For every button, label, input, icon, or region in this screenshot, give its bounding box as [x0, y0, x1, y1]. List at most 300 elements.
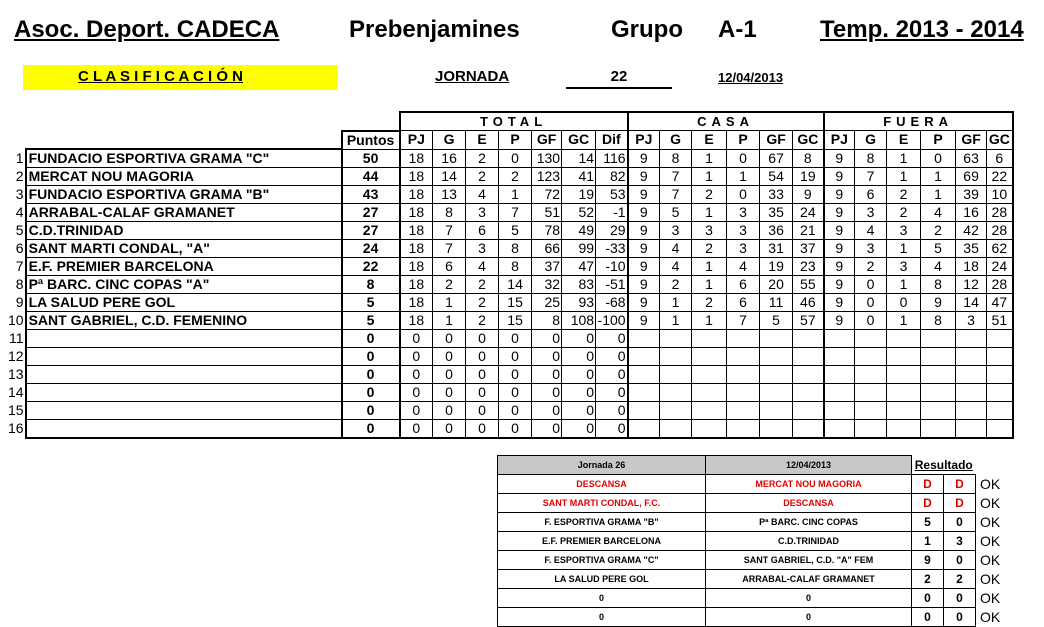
fixture-home: SANT MARTI CONDAL, F.C. — [498, 494, 706, 513]
total-cell: 82 — [596, 168, 628, 186]
fuera-cell: 35 — [956, 240, 987, 258]
total-cell: 2 — [466, 149, 499, 168]
total-cell: 1 — [499, 186, 532, 204]
total-cell: 52 — [562, 204, 596, 222]
points-cell: 44 — [342, 168, 400, 186]
casa-cell — [793, 402, 824, 420]
points-cell: 27 — [342, 204, 400, 222]
total-cell: 18 — [400, 276, 433, 294]
fuera-cell — [855, 330, 887, 348]
section-total: TOTAL — [400, 112, 628, 131]
casa-cell — [760, 348, 793, 366]
casa-cell: 8 — [793, 149, 824, 168]
total-cell: -100 — [597, 312, 626, 328]
fixture-away: C.D.TRINIDAD — [706, 532, 912, 551]
fuera-cell: 9 — [824, 149, 855, 168]
fuera-cell: 9 — [824, 276, 855, 294]
fuera-cell: 0 — [855, 312, 887, 330]
casa-cell — [793, 348, 824, 366]
fuera-cell: 47 — [987, 294, 1013, 312]
fuera-cell — [921, 366, 956, 384]
total-cell: 15 — [499, 294, 532, 312]
points-cell: 0 — [342, 384, 400, 402]
casa-cell: 1 — [660, 312, 692, 330]
section-header-row — [8, 112, 1013, 131]
fixture-away-score: 0 — [944, 513, 976, 532]
total-cell: 0 — [400, 384, 433, 402]
casa-cell: 1 — [692, 276, 727, 294]
casa-cell: 9 — [628, 312, 660, 330]
total-cell: 0 — [499, 384, 532, 402]
total-cell: 7 — [433, 222, 466, 240]
team-name-cell: LA SALUD PERE GOL — [26, 294, 342, 312]
total-cell: 18 — [400, 258, 433, 276]
total-cell: 2 — [433, 276, 466, 294]
fixture-home: 0 — [498, 589, 706, 608]
total-cell: 41 — [562, 168, 596, 186]
fuera-cell — [987, 348, 1013, 366]
casa-cell: 9 — [628, 222, 660, 240]
total-cell: 3 — [466, 240, 499, 258]
position-cell: 1 — [15, 149, 24, 166]
fixture-away-score: 3 — [944, 532, 976, 551]
casa-cell — [760, 420, 793, 439]
table-row — [8, 294, 1013, 312]
casa-cell: 9 — [628, 186, 660, 204]
fuera-cell — [824, 402, 855, 420]
casa-cell: 33 — [760, 186, 793, 204]
total-cell: 1 — [433, 294, 466, 312]
fixture-row — [498, 570, 1036, 589]
position-cell: 12 — [8, 348, 24, 364]
total-cell: 8 — [532, 312, 562, 330]
fuera-cell: 39 — [956, 186, 987, 204]
section-casa: CASA — [628, 112, 824, 131]
total-cell: 0 — [466, 366, 499, 384]
total-cell: 0 — [466, 330, 499, 348]
fixtures-jornada: Jornada 26 — [498, 456, 706, 475]
fixture-home-score: 9 — [912, 551, 944, 570]
casa-cell: 54 — [760, 168, 793, 186]
casa-cell — [628, 330, 660, 348]
total-cell: 0 — [433, 330, 466, 348]
col-fuera-gc: GC — [987, 131, 1013, 150]
casa-cell — [760, 402, 793, 420]
classification-banner — [23, 65, 338, 90]
fuera-cell — [855, 420, 887, 439]
total-cell: 0 — [499, 149, 532, 168]
position-cell: 13 — [8, 366, 24, 382]
casa-cell: 21 — [793, 222, 824, 240]
total-cell: 7 — [433, 240, 466, 258]
fuera-cell: 8 — [921, 276, 956, 294]
fixture-home-score: D — [912, 475, 944, 494]
col-total-gf: GF — [532, 131, 562, 150]
casa-cell: 23 — [793, 258, 824, 276]
casa-cell — [660, 330, 692, 348]
casa-cell — [660, 384, 692, 402]
fixture-away: SANT GABRIEL, C.D. "A" FEM — [706, 551, 912, 570]
table-row — [8, 366, 1013, 384]
fuera-cell — [987, 330, 1013, 348]
total-cell: 0 — [433, 384, 466, 402]
casa-cell: 2 — [692, 186, 727, 204]
fuera-cell — [824, 348, 855, 366]
fuera-cell — [887, 402, 921, 420]
casa-cell: 1 — [692, 168, 727, 186]
points-cell: 24 — [342, 240, 400, 258]
fixture-home: DESCANSA — [498, 475, 706, 494]
season-title: Temp. 2013 - 2014 — [820, 16, 1024, 43]
total-cell: 2 — [499, 168, 532, 186]
fuera-cell — [824, 420, 855, 439]
total-cell: 18 — [400, 294, 433, 312]
fuera-cell: 9 — [921, 294, 956, 312]
fuera-cell: 69 — [956, 168, 987, 186]
col-casa-g: G — [660, 131, 692, 150]
fuera-cell: 4 — [921, 258, 956, 276]
fixture-status: OK — [980, 590, 1001, 606]
casa-cell: 5 — [660, 204, 692, 222]
total-cell: 0 — [532, 366, 562, 384]
fuera-cell: 9 — [824, 258, 855, 276]
fuera-cell — [855, 384, 887, 402]
total-cell: 2 — [466, 168, 499, 186]
fuera-cell — [956, 420, 987, 439]
total-cell: 108 — [562, 312, 596, 330]
fixture-away: DESCANSA — [706, 494, 912, 513]
total-cell: 0 — [596, 348, 628, 366]
table-row — [8, 348, 1013, 366]
total-cell: 18 — [400, 240, 433, 258]
total-cell: 1 — [433, 312, 466, 330]
table-row — [8, 222, 1013, 240]
fixture-away-score: 0 — [944, 589, 976, 608]
casa-cell — [692, 384, 727, 402]
position-cell: 15 — [8, 402, 24, 418]
fixture-row — [498, 494, 1036, 513]
fixture-away: 0 — [706, 589, 912, 608]
total-cell: 83 — [562, 276, 596, 294]
fuera-cell — [956, 330, 987, 348]
casa-cell: 2 — [660, 276, 692, 294]
fuera-cell — [987, 384, 1013, 402]
casa-cell — [727, 366, 760, 384]
fuera-cell: 6 — [855, 186, 887, 204]
total-cell: 0 — [562, 348, 596, 366]
total-cell: 0 — [400, 366, 433, 384]
casa-cell: 6 — [727, 294, 760, 312]
casa-cell: 8 — [660, 149, 692, 168]
casa-cell — [793, 366, 824, 384]
club-title: Asoc. Deport. CADECA — [14, 16, 280, 43]
casa-cell — [692, 366, 727, 384]
total-cell: 8 — [499, 258, 532, 276]
total-cell: 0 — [562, 384, 596, 402]
fixture-home-score: D — [912, 494, 944, 513]
casa-cell: 9 — [628, 276, 660, 294]
position-cell: 4 — [15, 204, 24, 220]
group-label: Grupo — [611, 16, 683, 43]
fuera-cell: 5 — [921, 240, 956, 258]
casa-cell — [793, 384, 824, 402]
total-cell: 0 — [400, 402, 433, 420]
total-cell: 53 — [596, 186, 628, 204]
casa-cell: 9 — [628, 204, 660, 222]
table-row — [8, 186, 1013, 204]
total-cell: 0 — [596, 402, 628, 420]
fixture-home-score: 0 — [912, 608, 944, 627]
fuera-cell — [887, 348, 921, 366]
col-casa-gf: GF — [760, 131, 793, 150]
fuera-cell: 42 — [956, 222, 987, 240]
team-name-cell: SANT GABRIEL, C.D. FEMENINO — [26, 312, 342, 330]
fuera-cell — [887, 384, 921, 402]
col-total-pj: PJ — [400, 131, 433, 150]
total-cell: 0 — [433, 348, 466, 366]
casa-cell — [628, 366, 660, 384]
casa-cell: 9 — [628, 168, 660, 186]
total-cell: 0 — [499, 402, 532, 420]
points-cell: 0 — [342, 402, 400, 420]
casa-cell: 36 — [760, 222, 793, 240]
total-cell: 93 — [562, 294, 596, 312]
casa-cell: 9 — [793, 186, 824, 204]
position-cell: 6 — [15, 240, 24, 256]
fuera-cell: 1 — [887, 312, 921, 330]
total-cell: 8 — [433, 204, 466, 222]
casa-cell — [628, 384, 660, 402]
fuera-cell: 12 — [956, 276, 987, 294]
fixture-home-score: 5 — [912, 513, 944, 532]
fixtures-header-row — [498, 456, 1036, 475]
total-cell: 2 — [466, 294, 499, 312]
casa-cell — [692, 330, 727, 348]
col-puntos: Puntos — [342, 131, 400, 150]
fixture-row — [498, 589, 1036, 608]
casa-cell — [660, 366, 692, 384]
col-casa-e: E — [692, 131, 727, 150]
casa-cell: 0 — [727, 186, 760, 204]
col-total-dif: Dif — [596, 131, 628, 150]
fuera-cell: 3 — [956, 312, 987, 330]
fuera-cell: 3 — [887, 222, 921, 240]
team-name-cell — [26, 420, 342, 439]
fuera-cell — [987, 420, 1013, 439]
total-cell: 0 — [532, 330, 562, 348]
team-name-cell: E.F. PREMIER BARCELONA — [26, 258, 342, 276]
total-cell: 2 — [466, 312, 499, 330]
jornada-value: 22 — [566, 68, 672, 89]
total-cell: 13 — [433, 186, 466, 204]
col-fuera-pj: PJ — [824, 131, 855, 150]
total-cell: -51 — [596, 276, 628, 294]
casa-cell: 2 — [692, 240, 727, 258]
casa-cell: 3 — [727, 204, 760, 222]
column-header-row — [8, 131, 1013, 150]
casa-cell — [692, 402, 727, 420]
fuera-cell: 1 — [921, 186, 956, 204]
total-cell: 99 — [562, 240, 596, 258]
casa-cell: 37 — [793, 240, 824, 258]
col-casa-p: P — [727, 131, 760, 150]
fuera-cell — [855, 348, 887, 366]
total-cell: 18 — [400, 149, 433, 168]
col-total-e: E — [466, 131, 499, 150]
fuera-cell: 62 — [987, 240, 1013, 258]
total-cell: 78 — [532, 222, 562, 240]
casa-cell: 1 — [692, 204, 727, 222]
fuera-cell: 2 — [887, 204, 921, 222]
casa-cell: 1 — [692, 149, 727, 168]
table-row — [8, 240, 1013, 258]
casa-cell: 3 — [692, 222, 727, 240]
casa-cell: 19 — [793, 168, 824, 186]
fuera-cell: 2 — [887, 186, 921, 204]
fuera-cell: 3 — [855, 240, 887, 258]
team-name-cell — [26, 348, 342, 366]
standings-table — [8, 111, 1014, 439]
casa-cell: 57 — [793, 312, 824, 330]
fuera-cell: 1 — [887, 149, 921, 168]
total-cell: -10 — [596, 258, 628, 276]
total-cell: 19 — [562, 186, 596, 204]
col-total-g: G — [433, 131, 466, 150]
casa-cell: 1 — [660, 294, 692, 312]
casa-cell — [660, 420, 692, 439]
fixtures-table — [497, 455, 1036, 627]
total-cell: 14 — [499, 276, 532, 294]
total-cell: 0 — [532, 384, 562, 402]
table-row — [8, 384, 1013, 402]
fuera-cell: 0 — [855, 276, 887, 294]
fixture-away-score: D — [944, 494, 976, 513]
total-cell: 0 — [466, 420, 499, 439]
fixtures-date: 12/04/2013 — [706, 456, 912, 475]
casa-cell: 67 — [760, 149, 793, 168]
fixture-row — [498, 551, 1036, 570]
fixture-home: 0 — [498, 608, 706, 627]
total-cell: 6 — [433, 258, 466, 276]
total-cell: 18 — [400, 168, 433, 186]
fuera-cell: 2 — [921, 222, 956, 240]
total-cell: 0 — [433, 366, 466, 384]
position-cell: 11 — [9, 330, 24, 346]
casa-cell: 0 — [727, 149, 760, 168]
fuera-cell: 9 — [824, 204, 855, 222]
total-cell: 6 — [466, 222, 499, 240]
position-cell: 9 — [15, 294, 24, 310]
points-cell: 50 — [342, 149, 400, 168]
total-cell: 7 — [499, 204, 532, 222]
casa-cell: 35 — [760, 204, 793, 222]
position-cell: 8 — [15, 276, 24, 292]
total-cell: 49 — [562, 222, 596, 240]
total-cell: 66 — [532, 240, 562, 258]
casa-cell — [628, 348, 660, 366]
casa-cell: 1 — [692, 312, 727, 330]
fuera-cell — [921, 402, 956, 420]
position-cell: 3 — [15, 186, 24, 202]
team-name-cell: Pª BARC. CINC COPAS "A" — [26, 276, 342, 294]
fuera-cell — [921, 348, 956, 366]
fuera-cell — [956, 348, 987, 366]
position-cell: 2 — [15, 168, 24, 184]
casa-cell: 7 — [660, 186, 692, 204]
total-cell: 0 — [433, 402, 466, 420]
casa-cell: 9 — [628, 258, 660, 276]
total-cell: 47 — [562, 258, 596, 276]
total-cell: 0 — [562, 420, 596, 439]
total-cell: 0 — [596, 384, 628, 402]
total-cell: 0 — [562, 366, 596, 384]
fuera-cell: 1 — [921, 168, 956, 186]
casa-cell: 24 — [793, 204, 824, 222]
team-name-cell — [26, 366, 342, 384]
total-cell: 116 — [596, 149, 628, 168]
fuera-cell: 22 — [987, 168, 1013, 186]
total-cell: 0 — [499, 420, 532, 439]
casa-cell — [793, 420, 824, 439]
fuera-cell: 8 — [921, 312, 956, 330]
table-row — [8, 330, 1013, 348]
casa-cell: 1 — [692, 258, 727, 276]
fuera-cell: 51 — [987, 312, 1013, 330]
fuera-cell: 1 — [887, 168, 921, 186]
fixture-home-score: 1 — [912, 532, 944, 551]
points-cell: 0 — [342, 366, 400, 384]
fixture-away: Pª BARC. CINC COPAS — [706, 513, 912, 532]
fixture-away-score: 0 — [944, 551, 976, 570]
fixture-status: OK — [980, 552, 1001, 568]
casa-cell: 31 — [760, 240, 793, 258]
total-cell: 0 — [433, 420, 466, 439]
total-cell: 15 — [499, 312, 532, 330]
col-total-gc: GC — [562, 131, 596, 150]
casa-cell: 4 — [660, 240, 692, 258]
total-cell: 0 — [400, 420, 433, 439]
fuera-cell: 8 — [855, 149, 887, 168]
casa-cell: 55 — [793, 276, 824, 294]
fixture-home: E.F. PREMIER BARCELONA — [498, 532, 706, 551]
table-row — [8, 149, 1013, 168]
casa-cell: 5 — [760, 312, 793, 330]
casa-cell — [628, 420, 660, 439]
table-row — [8, 276, 1013, 294]
casa-cell — [692, 348, 727, 366]
fuera-cell: 3 — [855, 204, 887, 222]
total-cell: 0 — [532, 402, 562, 420]
fuera-cell: 2 — [855, 258, 887, 276]
fuera-cell — [921, 420, 956, 439]
total-cell: 18 — [400, 312, 433, 330]
fixture-status: OK — [980, 476, 1001, 492]
team-name-cell — [26, 330, 342, 348]
casa-cell: 9 — [628, 240, 660, 258]
total-cell: 18 — [400, 186, 433, 204]
fuera-cell: 9 — [824, 240, 855, 258]
fixture-status: OK — [980, 495, 1001, 511]
casa-cell — [727, 402, 760, 420]
fixture-status: OK — [980, 571, 1001, 587]
team-name-cell: FUNDACIO ESPORTIVA GRAMA "B" — [26, 186, 342, 204]
total-cell: 4 — [466, 186, 499, 204]
col-casa-gc: GC — [793, 131, 824, 150]
total-cell: 72 — [532, 186, 562, 204]
total-cell: 32 — [532, 276, 562, 294]
fuera-cell: 14 — [956, 294, 987, 312]
fuera-cell: 9 — [824, 168, 855, 186]
